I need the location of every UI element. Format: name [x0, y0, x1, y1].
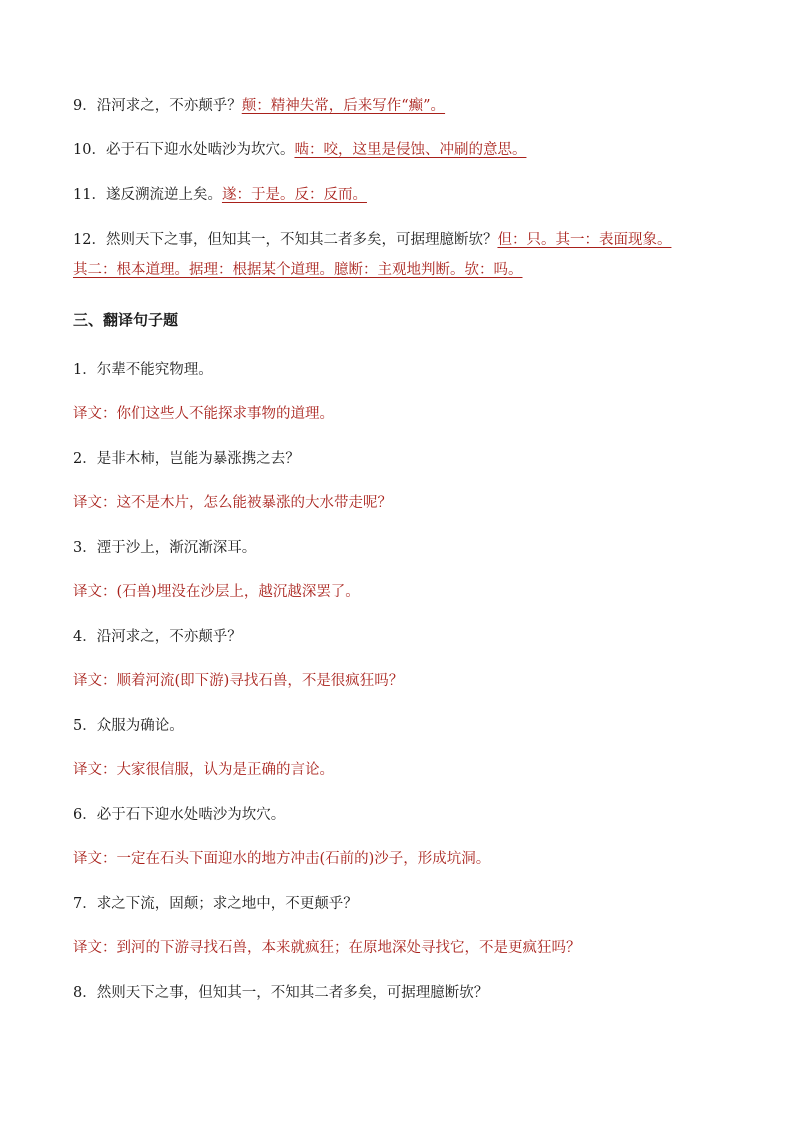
translate-question-5: 5．众服为确论。	[73, 718, 184, 734]
vocab-answer-continued: 其二：根本道理。据理：根据某个道理。臆断：主观地判断。欤：吗。	[73, 262, 523, 278]
vocab-item-12-continued	[73, 260, 523, 280]
translate-answer-4: 译文：顺着河流(即下游)寻找石兽，不是很疯狂吗？	[73, 673, 404, 689]
section-heading: 三、翻译句子题	[73, 311, 179, 329]
translate-answer-3: 译文：(石兽)埋没在沙层上，越沉越深罢了。	[73, 584, 360, 600]
translate-question-4: 4．沿河求之，不亦颠乎？	[73, 629, 242, 645]
translate-answer-6: 译文：一定在石头下面迎水的地方冲击(石前的)沙子，形成坑洞。	[73, 851, 491, 867]
vocab-answer: 颠：精神失常，后来写作“癫”。	[241, 98, 446, 114]
vocab-answer: 啮：咬，这里是侵蚀、冲刷的意思。	[294, 142, 527, 158]
vocab-answer: 遂：于是。反：反而。	[221, 187, 367, 203]
vocab-question: 10．必于石下迎水处啮沙为坎穴。	[73, 142, 295, 158]
vocab-question: 9．沿河求之，不亦颠乎？	[73, 98, 242, 114]
translate-answer-1: 译文：你们这些人不能探求事物的道理。	[73, 406, 334, 422]
vocab-item-9	[73, 96, 445, 116]
translate-answer-5: 译文：大家很信服，认为是正确的言论。	[73, 762, 334, 778]
vocab-item-11	[73, 185, 367, 205]
vocab-item-12	[73, 230, 671, 250]
translate-answer-7: 译文：到河的下游寻找石兽，本来就疯狂；在原地深处寻找它，不是更疯狂吗？	[73, 940, 581, 956]
vocab-question: 11．遂反溯流逆上矣。	[73, 187, 222, 203]
vocab-question: 12．然则天下之事，但知其一，不知其二者多矣，可据理臆断欤？	[73, 232, 498, 248]
translate-question-1: 1．尔辈不能究物理。	[73, 362, 213, 378]
vocab-answer: 但：只。其一：表面现象。	[497, 232, 672, 248]
translate-question-3: 3．湮于沙上，渐沉渐深耳。	[73, 540, 257, 556]
translate-question-7: 7．求之下流，固颠；求之地中，不更颠乎？	[73, 896, 358, 912]
translate-answer-2: 译文：这不是木片，怎么能被暴涨的大水带走呢？	[73, 495, 392, 511]
translate-question-6: 6．必于石下迎水处啮沙为坎穴。	[73, 807, 286, 823]
translate-question-8: 8．然则天下之事，但知其一，不知其二者多矣，可据理臆断欤？	[73, 985, 489, 1001]
translate-question-2: 2．是非木柿，岂能为暴涨携之去？	[73, 451, 300, 467]
vocab-item-10	[73, 140, 526, 160]
